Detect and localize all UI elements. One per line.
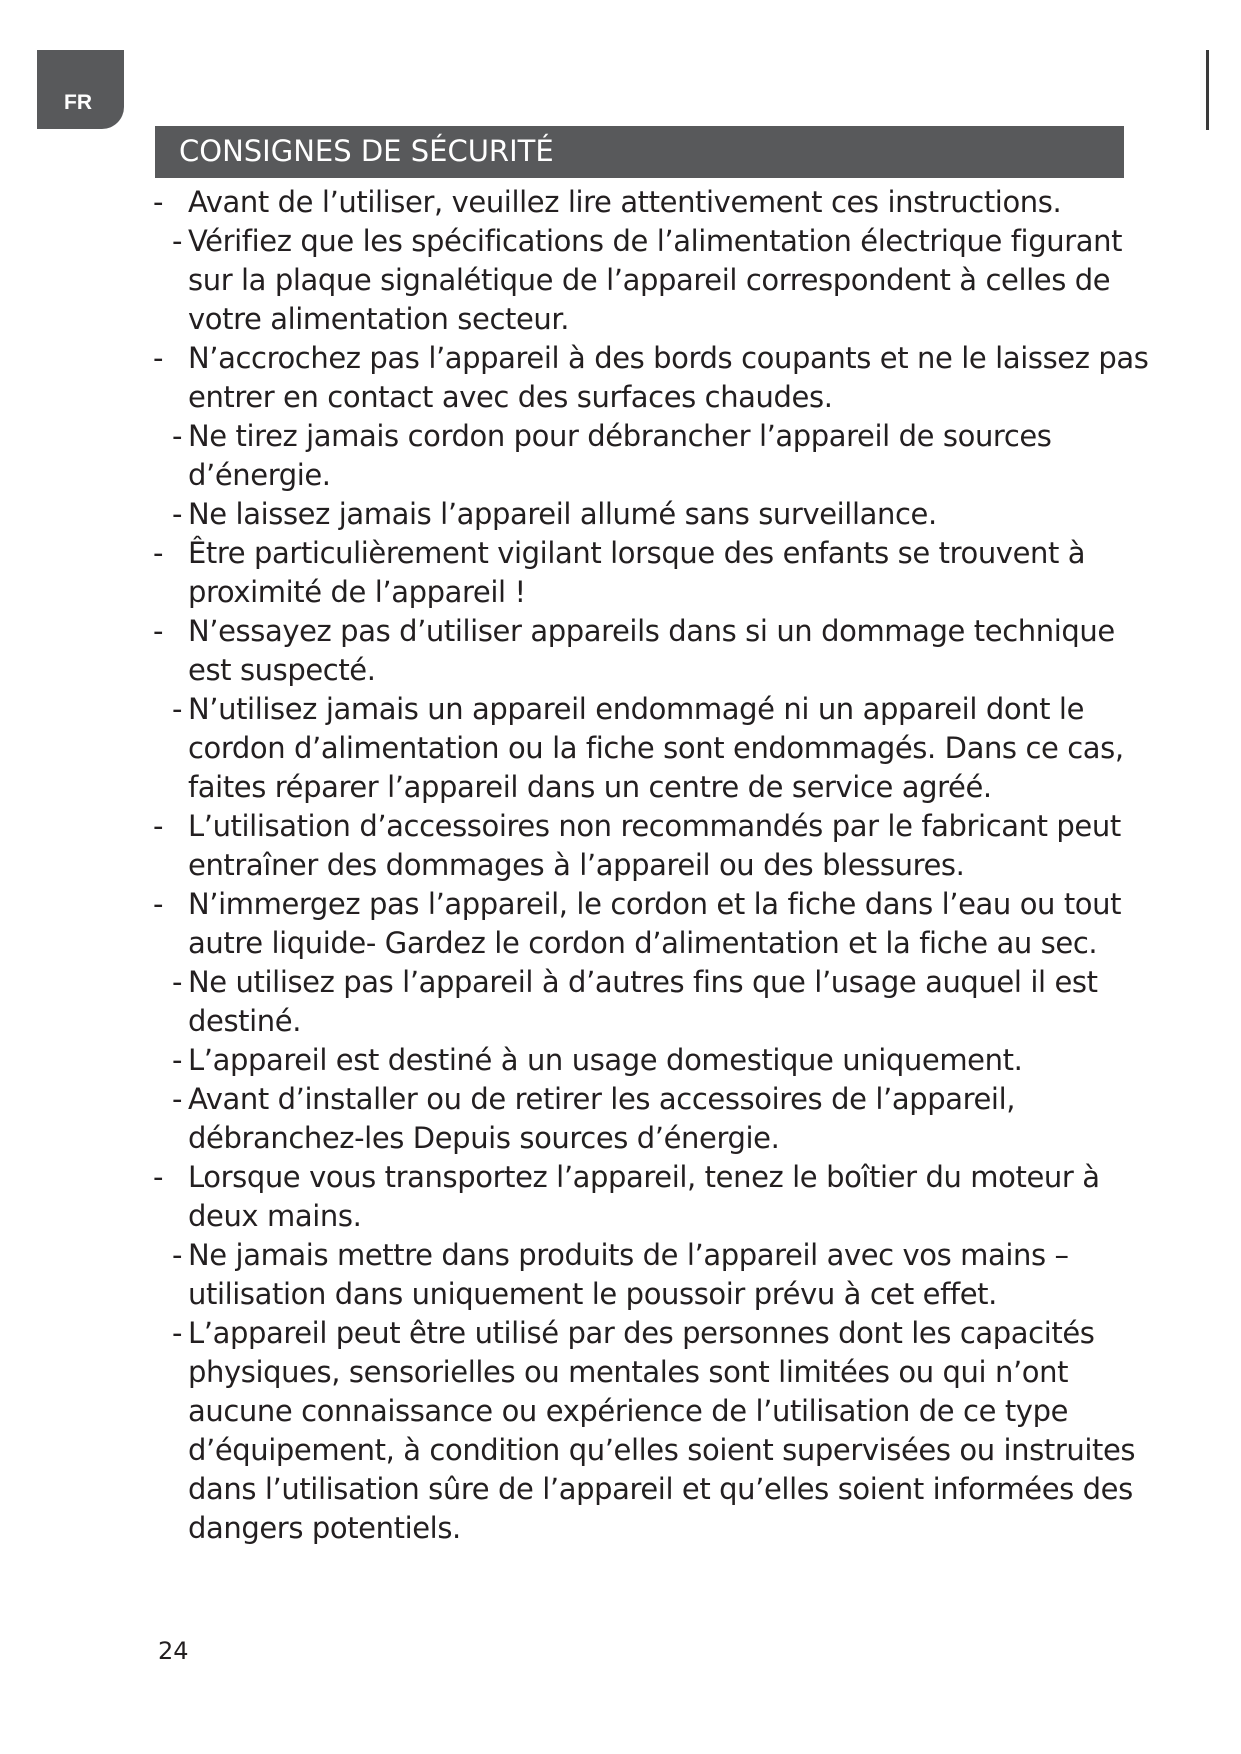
list-item-text: Avant de l’utiliser, veuillez lire attentivement ces instructions. [188,185,1062,219]
list-marker: - [172,419,183,453]
list-marker: - [153,614,164,648]
list-item-text: Lorsque vous transportez l’appareil, tenez le boîtier du moteur à deux mains. [188,1160,1100,1233]
list-item [150,1080,1150,1158]
list-item-text: Vérifiez que les spécifications de l’alimentation électrique figurant sur la plaque signalétique de l’appareil correspondent à celles de votre alimentation secteur. [188,224,1123,336]
list-item [150,183,1150,222]
page-number: 24 [158,1637,189,1665]
list-marker: - [172,224,183,258]
list-item [150,1236,1150,1314]
page-edge-divider [1206,50,1209,130]
list-marker: - [172,1043,183,1077]
list-marker: - [172,965,183,999]
list-marker: - [153,185,164,219]
list-item-text: N’utilisez jamais un appareil endommagé ni un appareil dont le cordon d’alimentation ou la fiche sont endommagés. Dans ce cas, faites réparer l’appareil dans un centre de service agréé. [188,692,1124,804]
list-marker: - [153,341,164,375]
list-item-text: N’accrochez pas l’appareil à des bords coupants et ne le laissez pas entrer en contact avec des surfaces chaudes. [188,341,1149,414]
list-item-text: N’immergez pas l’appareil, le cordon et la fiche dans l’eau ou tout autre liquide- Gardez le cordon d’alimentation et la fiche au sec. [188,887,1122,960]
list-marker: - [153,536,164,570]
section-title: CONSIGNES DE SÉCURITÉ [179,134,554,168]
list-marker: - [153,1160,164,1194]
list-item [150,1041,1150,1080]
language-label: FR [64,91,92,114]
list-item [150,690,1150,807]
list-item [150,807,1150,885]
safety-instructions-list [150,183,1150,1548]
list-marker: - [172,1082,183,1116]
list-item [150,885,1150,963]
list-item-text: Ne utilisez pas l’appareil à d’autres fins que l’usage auquel il est destiné. [188,965,1098,1038]
list-item-text: L’utilisation d’accessoires non recommandés par le fabricant peut entraîner des dommages à l’appareil ou des blessures. [188,809,1121,882]
list-marker: - [153,809,164,843]
section-title-bar [155,126,1124,178]
list-item [150,1314,1150,1548]
list-marker: - [172,1316,183,1350]
list-item-text: Avant d’installer ou de retirer les accessoires de l’appareil, débranchez-les Depuis sources d’énergie. [188,1082,1016,1155]
list-item [150,534,1150,612]
list-item [150,963,1150,1041]
list-marker: - [172,1238,183,1272]
list-item [150,339,1150,417]
list-item-text: N’essayez pas d’utiliser appareils dans si un dommage technique est suspecté. [188,614,1115,687]
list-item-text: L’appareil peut être utilisé par des personnes dont les capacités physiques, sensorielles ou mentales sont limitées ou qui n’ont aucune connaissance ou expérience de l’utilisation de ce type d’équipement, à condition qu’elles soient supervisées ou instruites dans l’utilisation sûre de l’appareil et qu’elles soient informées des dangers potentiels. [188,1316,1136,1545]
list-item [150,495,1150,534]
list-marker: - [172,692,183,726]
list-item-text: Ne laissez jamais l’appareil allumé sans surveillance. [188,497,937,531]
list-item-text: Ne jamais mettre dans produits de l’appareil avec vos mains – utilisation dans uniquement le poussoir prévu à cet effet. [188,1238,1069,1311]
language-tab [37,50,124,129]
list-item [150,1158,1150,1236]
list-item [150,612,1150,690]
list-marker: - [172,497,183,531]
list-item-text: Ne tirez jamais cordon pour débrancher l’appareil de sources d’énergie. [188,419,1052,492]
list-marker: - [153,887,164,921]
list-item [150,222,1150,339]
list-item [150,417,1150,495]
list-item-text: Être particulièrement vigilant lorsque des enfants se trouvent à proximité de l’appareil ! [188,536,1086,609]
list-item-text: L’appareil est destiné à un usage domestique uniquement. [188,1043,1023,1077]
